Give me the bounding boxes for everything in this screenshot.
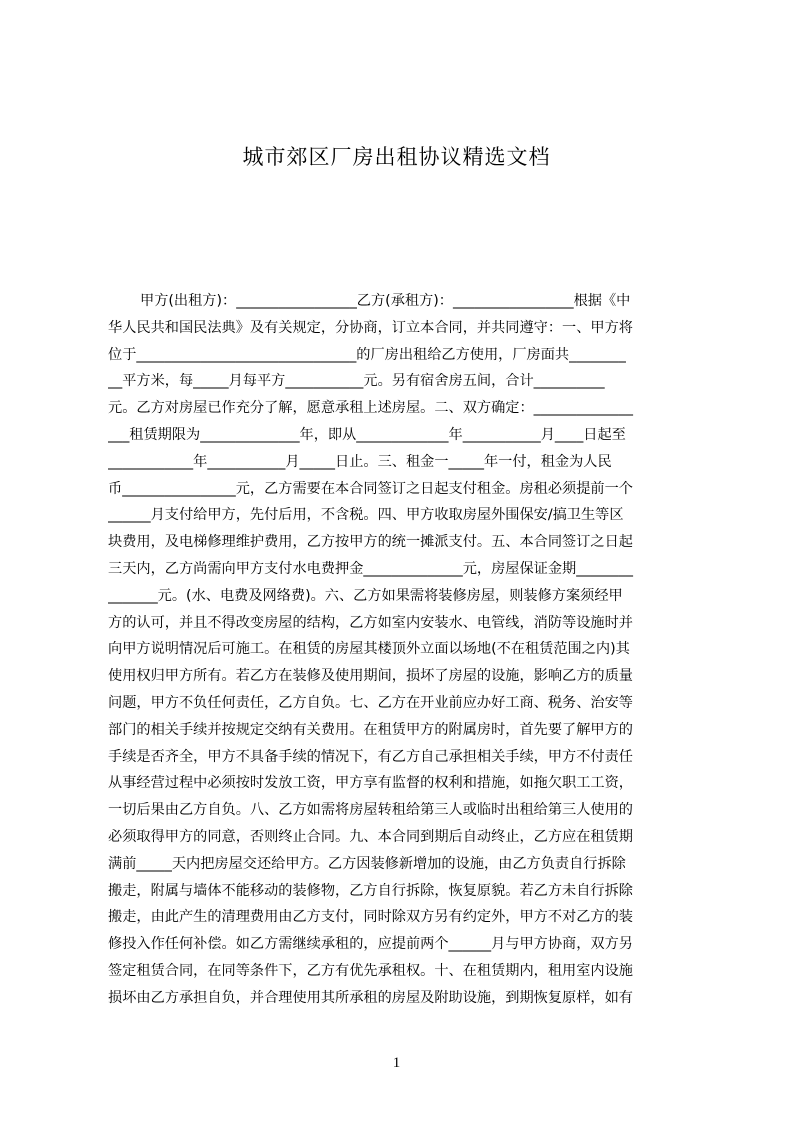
body-line: 使用权归甲方所有。若乙方在装修及使用期间，损坏了房屋的设施，影响乙方的质量	[108, 668, 633, 685]
body-line: 部门的相关手续并按规定交纳有关费用。在租赁甲方的附属房时，首先要了解甲方的	[108, 721, 633, 738]
body-line: 方的认可，并且不得改变房屋的结构，乙方如室内安装水、电管线，消防等设施时并	[108, 614, 633, 631]
body-line: __平方米，每_____月每平方___________元。另有宿舍房五间，合计__________	[108, 373, 605, 390]
body-line: 搬走，附属与墙体不能移动的装修物，乙方自行拆除，恢复原貌。若乙方未自行拆除	[108, 882, 633, 899]
body-line: 搬走，由此产生的清理费用由乙方支付，同时除双方另有约定外，甲方不对乙方的装	[108, 909, 633, 926]
body-line: 签定租赁合同，在同等条件下，乙方有优先承租权。十、在租赁期内，租用室内设施	[108, 962, 633, 979]
document-body	[108, 288, 700, 1012]
body-line: 一切后果由乙方自负。八、乙方如需将房屋转租给第三人或临时出租给第三人使用的	[108, 802, 633, 819]
body-line: 手续是否齐全，甲方不具备手续的情况下，有乙方自己承担相关手续，甲方不付责任	[108, 748, 633, 765]
body-line: 华人民共和国民法典》及有关规定，分协商，订立本合同，并共同遵守：一、甲方将	[108, 319, 633, 336]
page-number: 1	[392, 1055, 401, 1071]
body-line: ____________年___________月_____日止。三、租金一_____年一付，租金为人民	[108, 453, 612, 470]
document-title: 城市郊区厂房出租协议精选文档	[242, 145, 551, 169]
body-line: 三天内，乙方尚需向甲方支付水电费押金______________元，房屋保证金期________	[108, 560, 633, 577]
body-line: 位于_______________________________的厂房出租给乙方使用，厂房面共________	[108, 346, 626, 363]
body-line: 必须取得甲方的同意，否则终止合同。九、本合同到期后自动终止，乙方应在租赁期	[108, 828, 633, 845]
body-line: 问题，甲方不负任何责任，乙方自负。七、乙方在开业前应办好工商、税务、治安等	[108, 694, 633, 711]
body-line: 甲方(出租方)：_________________乙方(承租方)：_________________根据《中	[140, 293, 631, 309]
body-line: 损坏由乙方承担自负，并合理使用其所承租的房屋及附助设施，到期恢复原样，如有	[108, 989, 633, 1006]
body-line: 向甲方说明情况后可施工。在租赁的房屋其楼顶外立面以场地(不在租赁范围之内)其	[108, 641, 630, 658]
body-line: 币________________元，乙方需要在本合同签订之日起支付租金。房租必须提前一个	[108, 480, 633, 497]
body-line: 满前_____天内把房屋交还给甲方。乙方因装修新增加的设施，由乙方负责自行拆除	[108, 855, 626, 872]
body-line: 元。乙方对房屋已作充分了解，愿意承租上述房屋。二、双方确定：______________	[108, 400, 633, 417]
body-line: ___租赁期限为______________年，即从_____________年___________月____日起至	[108, 426, 626, 443]
body-line: ______月支付给甲方，先付后用，不含税。四、甲方收取房屋外围保安/搞卫生等区	[108, 507, 624, 524]
body-line: _______元。(水、电费及网络费)。六、乙方如果需将装修房屋，则装修方案须经甲	[108, 587, 623, 604]
body-line: 修投入作任何补偿。如乙方需继续承租的，应提前两个______月与甲方协商，双方另	[108, 936, 633, 953]
body-line: 从事经营过程中必须按时发放工资，甲方享有监督的权利和措施，如拖欠职工工资，	[108, 775, 633, 792]
body-line: 块费用，及电梯修理维护费用，乙方按甲方的统一摊派支付。五、本合同签订之日起	[108, 534, 633, 551]
